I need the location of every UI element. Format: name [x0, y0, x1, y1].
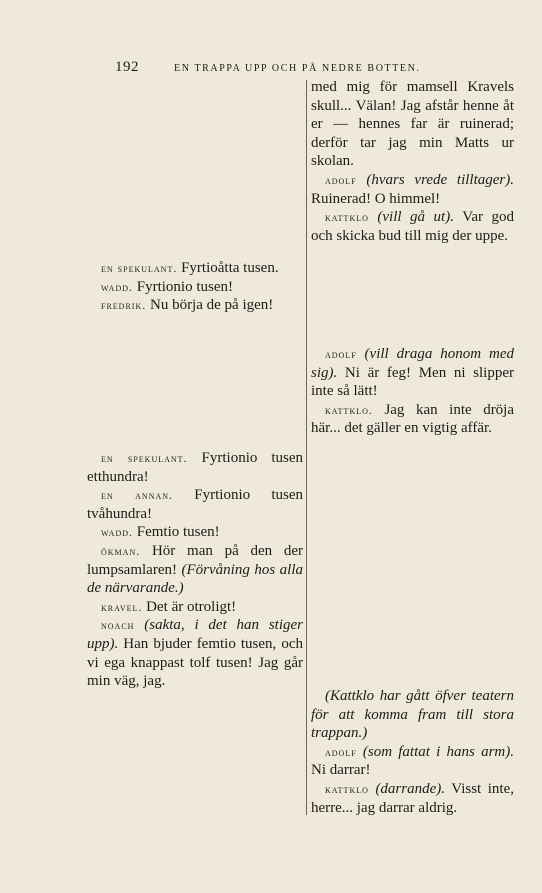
dialogue-continuation: med mig för mamsell Kravels skull... Välan! Jag afstår henne åt er — hennes far är ruinerad; derför tar jag min Matts ur skolan. — [311, 79, 514, 170]
page-number: 192 — [115, 59, 139, 75]
dialogue-fredrik — [87, 296, 303, 315]
dialogue-text: Ni darrar! — [311, 762, 371, 779]
stage-direction: (vill draga honom med sig). — [311, 346, 514, 381]
dialogue-text: Var god och skicka bud till mig der uppe. — [311, 209, 515, 244]
dialogue-spekulant — [87, 259, 303, 278]
dialogue-adolf — [311, 743, 514, 780]
running-head: EN TRAPPA UPP OCH PÅ NEDRE BOTTEN. — [174, 63, 421, 74]
dialogue-spekulant — [87, 449, 303, 486]
dialogue-text: Nu börja de på igen! — [149, 297, 274, 314]
column-divider — [306, 80, 307, 815]
speaker-noach: noach — [101, 618, 135, 633]
speaker-adolf: adolf — [325, 347, 357, 361]
dialogue-text: Han bjuder femtio tusen, och vi ega knappast tolf tusen! Jag går min väg, jag. — [87, 635, 303, 690]
speaker-wadd: wadd. — [101, 279, 133, 294]
dialogue-annan — [87, 486, 303, 523]
speaker-wadd: wadd. — [101, 525, 133, 540]
dialogue-text: Fyrtionio tusen! — [136, 278, 233, 295]
dialogue-wadd — [87, 278, 303, 297]
dialogue-adolf — [311, 345, 514, 401]
dialogue-text: Femtio tusen! — [136, 524, 220, 541]
speaker-kattklo: kattklo — [325, 781, 369, 796]
speaker-kravel: kravel. — [101, 599, 143, 614]
dialogue-text: Jag kan inte dröja här... det gäller en vigtig affär. — [311, 401, 515, 437]
speaker-okman: ökman. — [101, 543, 141, 558]
dialogue-text: Det är otroligt! — [146, 598, 237, 615]
stage-direction: (som fattat i hans arm). — [362, 743, 514, 760]
right-column-top — [311, 78, 514, 245]
speaker-spekulant: en spekulant. — [101, 451, 188, 465]
dialogue-text: Hör man på den der lumpsamlaren! — [87, 542, 304, 578]
stage-direction: (sakta, i det han stiger upp). — [87, 617, 303, 652]
stage-direction: (vill gå ut). — [377, 209, 454, 226]
dialogue-text: Fyrtionio tusen tvåhundra! — [87, 487, 303, 522]
stage-direction-block: (Kattklo har gått öfver teatern för att komma fram till stora trappan.) — [311, 688, 514, 742]
dialogue-text: Fyrtionio tusen etthundra! — [87, 450, 303, 485]
left-column-block-a — [87, 259, 303, 315]
stage-direction: (darrande). — [375, 780, 446, 797]
speaker-kattklo: kattklo. — [325, 402, 373, 417]
stage-direction: (Förvåning hos alla de närvarande.) — [87, 561, 304, 597]
speaker-kattklo: kattklo — [325, 210, 369, 225]
speaker-annan: en annan. — [101, 488, 174, 503]
dialogue-text: Visst inte, herre... jag darrar aldrig. — [311, 780, 515, 816]
speaker-spekulant: en spekulant. — [101, 261, 178, 275]
dialogue-text: Fyrtioåtta tusen. — [181, 260, 279, 276]
right-column-middle — [311, 345, 514, 438]
left-column-block-b — [87, 449, 303, 691]
dialogue-adolf — [311, 171, 514, 208]
right-column-bottom — [311, 687, 514, 817]
dialogue-text: Ruinerad! O himmel! — [311, 190, 441, 207]
dialogue-text: Ni är feg! Men ni slipper inte så lätt! — [311, 364, 515, 400]
dialogue-okman — [87, 542, 303, 598]
dialogue-kattklo — [311, 208, 514, 245]
dialogue-kravel — [87, 598, 303, 617]
speaker-adolf: adolf — [325, 172, 357, 187]
speaker-fredrik: fredrik. — [101, 298, 147, 313]
dialogue-noach — [87, 616, 303, 690]
speaker-adolf: adolf — [325, 744, 357, 759]
dialogue-kattklo — [311, 780, 514, 817]
stage-direction: (hvars vrede tilltager). — [366, 171, 514, 188]
dialogue-kattklo — [311, 401, 514, 438]
dialogue-wadd — [87, 523, 303, 542]
